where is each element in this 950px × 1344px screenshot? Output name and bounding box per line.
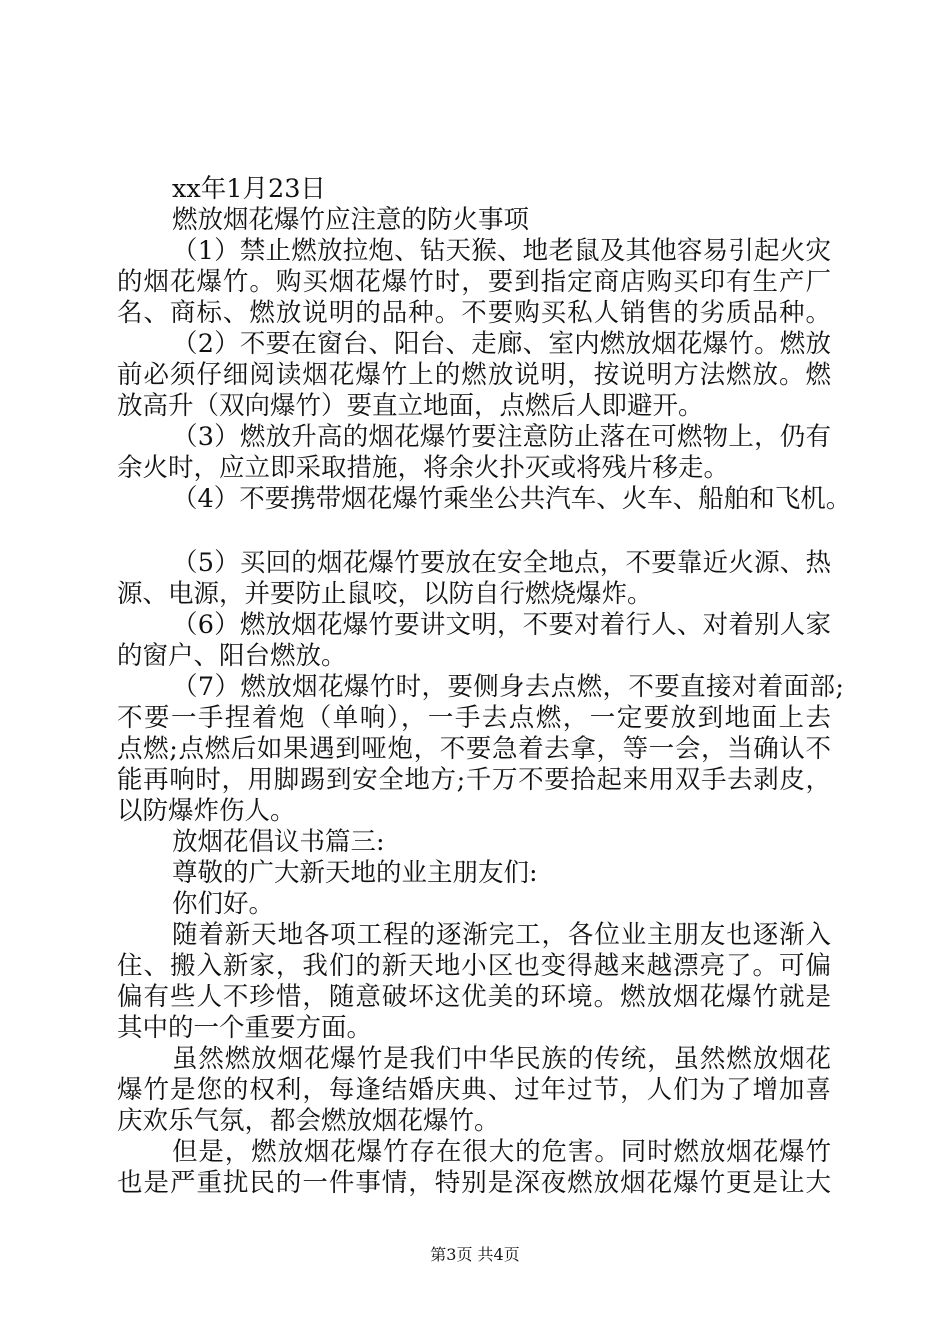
paragraph-line: 爆竹是您的权利，每逢结婚庆典、过年过节，人们为了增加喜 <box>117 1075 831 1105</box>
list-item-line: （7）燃放烟花爆竹时，要侧身去点燃，不要直接对着面部; <box>172 672 844 702</box>
section-heading: 燃放烟花爆竹应注意的防火事项 <box>172 205 530 235</box>
list-item-line: 前必须仔细阅读烟花爆竹上的燃放说明，按说明方法燃放。燃 <box>117 360 831 390</box>
salutation-line: 尊敬的广大新天地的业主朋友们: <box>172 858 538 888</box>
list-item-line: 的烟花爆竹。购买烟花爆竹时，要到指定商店购买印有生产厂 <box>117 267 831 297</box>
list-item-line: （1）禁止燃放拉炮、钻天猴、地老鼠及其他容易引起火灾 <box>172 236 831 266</box>
paragraph-line: 其中的一个重要方面。 <box>117 1013 373 1043</box>
page-number: 第3页 共4页 <box>430 1245 520 1264</box>
paragraph-line: 偏有些人不珍惜，随意破坏这优美的环境。燃放烟花爆竹就是 <box>117 982 831 1012</box>
list-item-line: 放高升（双向爆竹）要直立地面，点燃后人即避开。 <box>117 391 704 421</box>
paragraph-line: 住、搬入新家，我们的新天地小区也变得越来越漂亮了。可偏 <box>117 951 831 981</box>
paragraph-line: 但是，燃放烟花爆竹存在很大的危害。同时燃放烟花爆竹 <box>172 1137 831 1167</box>
greeting-line: 你们好。 <box>172 889 275 919</box>
list-item-line: 名、商标、燃放说明的品种。不要购买私人销售的劣质品种。 <box>117 298 831 328</box>
list-item-line: （3）燃放升高的烟花爆竹要注意防止落在可燃物上，仍有 <box>172 422 831 452</box>
paragraph-line: 随着新天地各项工程的逐渐完工，各位业主朋友也逐渐入 <box>172 920 831 950</box>
list-item-line: 源、电源，并要防止鼠咬，以防自行燃烧爆炸。 <box>117 579 653 609</box>
list-item-line: 的窗户、阳台燃放。 <box>117 641 347 671</box>
list-item-line: 能再响时，用脚踢到安全地方;千万不要拾起来用双手去剥皮， <box>117 765 831 795</box>
date-line: xx年1月23日 <box>172 174 326 204</box>
paragraph-line: 虽然燃放烟花爆竹是我们中华民族的传统，虽然燃放烟花 <box>172 1044 831 1074</box>
list-item-line: （2）不要在窗台、阳台、走廊、室内燃放烟花爆竹。燃放 <box>172 329 831 359</box>
list-item-line: 点燃;点燃后如果遇到哑炮，不要急着去拿，等一会，当确认不 <box>117 734 831 764</box>
list-item-line: 余火时，应立即采取措施，将余火扑灭或将残片移走。 <box>117 453 730 483</box>
paragraph-line: 也是严重扰民的一件事情，特别是深夜燃放烟花爆竹更是让大 <box>117 1168 831 1198</box>
list-item-line: 以防爆炸伤人。 <box>117 796 296 826</box>
page-footer <box>0 1244 950 1266</box>
list-item-line: （5）买回的烟花爆竹要放在安全地点，不要靠近火源、热 <box>172 548 831 578</box>
list-item-line: （4）不要携带烟花爆竹乘坐公共汽车、火车、船舶和飞机。 <box>172 484 852 514</box>
paragraph-line: 庆欢乐气氛，都会燃放烟花爆竹。 <box>117 1106 500 1136</box>
list-item-line: （6）燃放烟花爆竹要讲文明，不要对着行人、对着别人家 <box>172 610 831 640</box>
section-heading: 放烟花倡议书篇三: <box>172 827 385 857</box>
list-item-line: 不要一手捏着炮（单响），一手去点燃，一定要放到地面上去 <box>117 703 831 733</box>
